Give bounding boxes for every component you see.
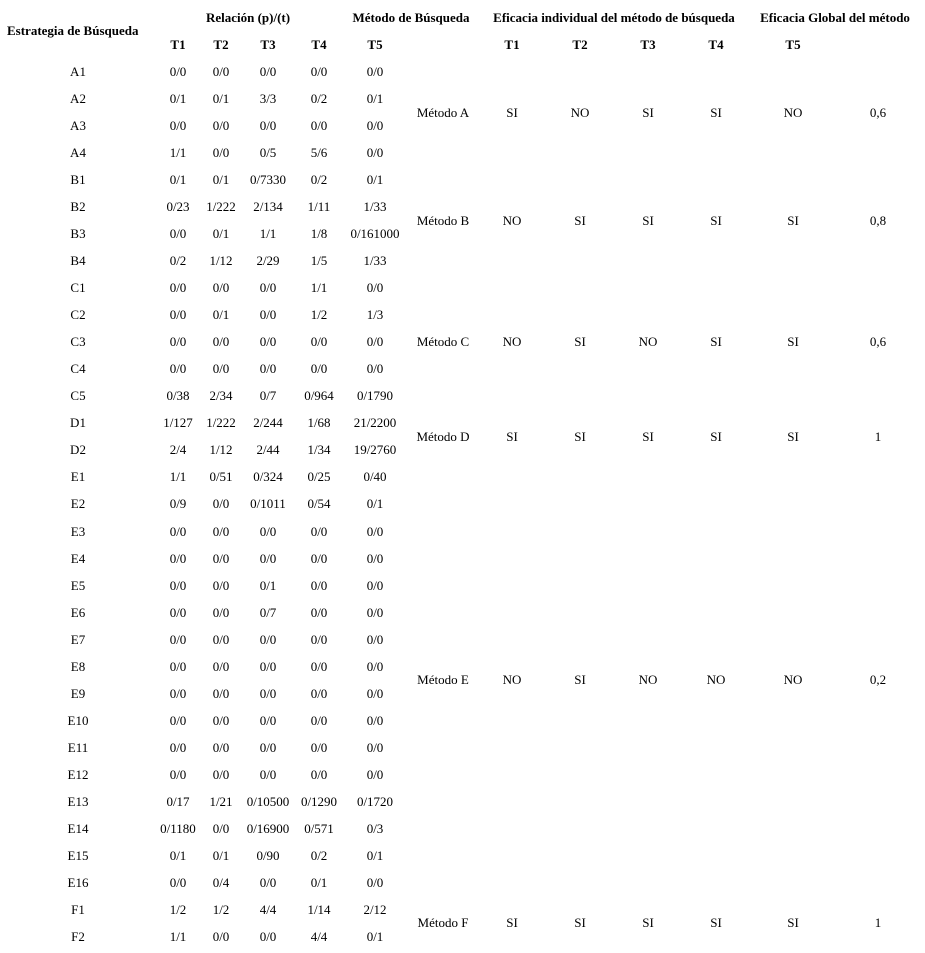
strategy-label: D1 bbox=[70, 415, 86, 431]
method-global-efficacy: 0,8 bbox=[869, 212, 887, 228]
relation-col-header-t3: T3 bbox=[260, 37, 276, 52]
relation-value: 0/0 bbox=[169, 334, 187, 350]
method-efficacy-value: NO bbox=[706, 672, 726, 688]
relation-value: 0/25 bbox=[307, 469, 331, 485]
relation-value: 0/0 bbox=[259, 64, 277, 79]
strategy-label: F1 bbox=[71, 901, 85, 917]
relation-value: 0/0 bbox=[169, 685, 187, 701]
method-efficacy-value: NO bbox=[783, 104, 803, 120]
relation-value: 0/0 bbox=[169, 631, 187, 647]
strategy-label: E1 bbox=[70, 469, 86, 485]
relation-value: 0/0 bbox=[366, 280, 384, 296]
relation-value: 1/2 bbox=[169, 901, 187, 917]
relation-value: 0/0 bbox=[366, 766, 384, 782]
relation-value: 0/0 bbox=[310, 658, 328, 674]
relation-value: 1/1 bbox=[259, 226, 277, 242]
relation-value: 1/2 bbox=[212, 901, 230, 917]
relation-value: 0/0 bbox=[310, 361, 328, 377]
relation-value: 0/0 bbox=[212, 604, 230, 620]
relation-value: 0/90 bbox=[256, 847, 280, 863]
strategy-label: E7 bbox=[70, 631, 86, 647]
relation-value: 0/0 bbox=[169, 280, 187, 296]
method-efficacy-value: SI bbox=[642, 212, 654, 228]
method-efficacy-value: SI bbox=[574, 428, 586, 444]
relation-value: 0/0 bbox=[366, 145, 384, 161]
relation-value: 0/0 bbox=[169, 739, 187, 755]
relation-col-header-t1: T1 bbox=[170, 37, 186, 52]
relation-value: 0/54 bbox=[307, 496, 331, 512]
method-efficacy-value: SI bbox=[574, 212, 586, 228]
relation-value: 0/0 bbox=[310, 712, 328, 728]
relation-value: 2/34 bbox=[209, 388, 233, 404]
relation-value: 0/0 bbox=[169, 874, 187, 890]
strategy-label: E2 bbox=[70, 496, 86, 512]
relation-value: 0/0 bbox=[212, 145, 230, 161]
method-name: Método C bbox=[416, 334, 470, 350]
relation-value: 3/3 bbox=[259, 91, 277, 107]
relation-value: 0/3 bbox=[366, 820, 384, 836]
strategy-label: C1 bbox=[70, 280, 86, 296]
relation-value: 0/0 bbox=[212, 334, 230, 350]
method-name: Método A bbox=[416, 104, 470, 120]
relation-value: 0/1290 bbox=[300, 793, 338, 809]
relation-value: 0/0 bbox=[310, 334, 328, 350]
relation-value: 0/1 bbox=[366, 91, 384, 107]
method-efficacy-value: SI bbox=[642, 428, 654, 444]
relation-value: 0/0 bbox=[259, 523, 277, 539]
relation-value: 0/2 bbox=[310, 91, 328, 107]
strategy-label: E9 bbox=[70, 685, 86, 701]
relation-value: 0/1790 bbox=[356, 388, 394, 404]
method-global-efficacy: 1 bbox=[874, 428, 882, 444]
relation-value: 2/134 bbox=[253, 199, 283, 215]
relation-value: 0/0 bbox=[310, 685, 328, 701]
relation-value: 1/34 bbox=[307, 442, 331, 458]
relation-value: 0/1 bbox=[212, 172, 230, 188]
relation-value: 0/0 bbox=[259, 739, 277, 755]
relation-value: 0/0 bbox=[366, 658, 384, 674]
relation-value: 0/10500 bbox=[246, 793, 290, 809]
strategy-label: E3 bbox=[70, 523, 86, 539]
relation-value: 0/0 bbox=[259, 631, 277, 647]
method-global-efficacy: 0,6 bbox=[869, 104, 887, 120]
relation-value: 0/0 bbox=[366, 739, 384, 755]
relation-value: 0/0 bbox=[212, 631, 230, 647]
efficacy-col-header-t1: T1 bbox=[504, 37, 520, 52]
strategy-label: C5 bbox=[70, 388, 86, 404]
relation-value: 0/0 bbox=[259, 118, 277, 134]
efficacy-col-header-t4: T4 bbox=[708, 37, 724, 52]
method-efficacy-value: SI bbox=[506, 104, 518, 120]
relation-value: 0/0 bbox=[212, 550, 230, 566]
relation-value: 0/0 bbox=[169, 766, 187, 782]
relation-value: 0/16900 bbox=[246, 820, 290, 836]
relation-value: 0/0 bbox=[310, 739, 328, 755]
relation-value: 1/33 bbox=[363, 253, 387, 269]
relation-value: 0/0 bbox=[259, 361, 277, 377]
relation-value: 0/1 bbox=[212, 307, 230, 323]
relation-value: 0/0 bbox=[169, 658, 187, 674]
relation-value: 1/127 bbox=[163, 415, 193, 431]
relation-value: 1/3 bbox=[366, 307, 384, 323]
relation-value: 1/8 bbox=[310, 226, 328, 242]
relation-value: 0/51 bbox=[209, 469, 233, 485]
relation-value: 0/4 bbox=[212, 874, 230, 890]
method-efficacy-value: SI bbox=[506, 915, 518, 931]
relation-value: 0/7 bbox=[259, 604, 277, 620]
strategy-label: A2 bbox=[70, 91, 86, 107]
relation-value: 0/0 bbox=[366, 361, 384, 377]
relation-value: 0/0 bbox=[212, 739, 230, 755]
relation-value: 0/0 bbox=[310, 577, 328, 593]
relation-value: 2/4 bbox=[169, 442, 187, 458]
strategy-label: E11 bbox=[67, 739, 89, 755]
relation-col-header-t4: T4 bbox=[311, 37, 327, 52]
relation-value: 1/11 bbox=[307, 199, 331, 215]
relation-value: 0/0 bbox=[366, 64, 384, 79]
strategy-label: C2 bbox=[70, 307, 86, 323]
relation-value: 0/5 bbox=[259, 145, 277, 161]
method-efficacy-value: SI bbox=[787, 212, 799, 228]
strategy-label: C4 bbox=[70, 361, 86, 377]
relation-value: 1/1 bbox=[310, 280, 328, 296]
method-efficacy-value: SI bbox=[787, 915, 799, 931]
relation-value: 0/0 bbox=[212, 685, 230, 701]
relation-value: 0/2 bbox=[310, 172, 328, 188]
strategy-label: A3 bbox=[70, 118, 86, 134]
relation-value: 1/222 bbox=[206, 199, 236, 215]
relation-value: 0/0 bbox=[366, 550, 384, 566]
method-global-efficacy: 1 bbox=[874, 915, 882, 931]
method-global-efficacy: 0,2 bbox=[869, 672, 887, 688]
relation-value: 0/1 bbox=[366, 928, 384, 944]
relation-value: 0/0 bbox=[310, 631, 328, 647]
relation-value: 0/0 bbox=[366, 523, 384, 539]
method-efficacy-value: SI bbox=[642, 915, 654, 931]
relation-value: 0/9 bbox=[169, 496, 187, 512]
relation-value: 0/0 bbox=[169, 118, 187, 134]
relation-value: 0/964 bbox=[304, 388, 334, 404]
relation-value: 0/7330 bbox=[249, 172, 287, 188]
relation-value: 0/0 bbox=[310, 550, 328, 566]
strategy-label: B1 bbox=[70, 172, 86, 188]
relation-value: 0/0 bbox=[169, 307, 187, 323]
strategy-label: E6 bbox=[70, 604, 86, 620]
relation-value: 0/0 bbox=[212, 64, 230, 79]
relation-value: 0/0 bbox=[169, 64, 187, 79]
relation-value: 0/0 bbox=[259, 874, 277, 890]
method-efficacy-value: NO bbox=[783, 672, 803, 688]
method-efficacy-value: SI bbox=[574, 334, 586, 350]
method-name: Método D bbox=[416, 428, 470, 444]
relation-value: 0/324 bbox=[253, 469, 283, 485]
relation-col-header-t5: T5 bbox=[367, 37, 383, 52]
relation-value: 0/0 bbox=[259, 766, 277, 782]
relation-value: 0/0 bbox=[169, 577, 187, 593]
relation-value: 19/2760 bbox=[353, 442, 397, 458]
relation-value: 2/44 bbox=[256, 442, 280, 458]
relation-value: 0/161000 bbox=[350, 226, 400, 242]
relation-value: 0/0 bbox=[212, 118, 230, 134]
relation-value: 0/1 bbox=[169, 172, 187, 188]
relation-value: 0/1 bbox=[212, 91, 230, 107]
method-name: Método F bbox=[417, 915, 469, 931]
relation-value: 1/1 bbox=[169, 145, 187, 161]
strategy-label: B2 bbox=[70, 199, 86, 215]
relation-value: 0/0 bbox=[212, 658, 230, 674]
relation-value: 1/222 bbox=[206, 415, 236, 431]
method-efficacy-value: NO bbox=[502, 672, 522, 688]
method-efficacy-value: SI bbox=[710, 334, 722, 350]
method-efficacy-value: NO bbox=[502, 212, 522, 228]
relation-value: 0/0 bbox=[310, 604, 328, 620]
relation-value: 0/0 bbox=[366, 685, 384, 701]
relation-value: 1/14 bbox=[307, 901, 331, 917]
relation-value: 0/0 bbox=[366, 118, 384, 134]
relation-value: 0/0 bbox=[169, 226, 187, 242]
strategy-label: B3 bbox=[70, 226, 86, 242]
relation-value: 2/12 bbox=[363, 901, 387, 917]
strategy-label: E5 bbox=[70, 577, 86, 593]
relation-value: 2/244 bbox=[253, 415, 283, 431]
strategy-label: E12 bbox=[67, 766, 89, 782]
relation-value: 0/0 bbox=[212, 280, 230, 296]
relation-value: 1/33 bbox=[363, 199, 387, 215]
method-efficacy-value: SI bbox=[574, 672, 586, 688]
strategy-label: E16 bbox=[67, 874, 89, 890]
relation-value: 0/0 bbox=[366, 874, 384, 890]
relation-value: 0/1 bbox=[212, 226, 230, 242]
relation-value: 0/0 bbox=[212, 577, 230, 593]
method-efficacy-value: SI bbox=[710, 428, 722, 444]
relation-value: 0/0 bbox=[169, 604, 187, 620]
method-efficacy-value: SI bbox=[787, 334, 799, 350]
strategy-label: A4 bbox=[70, 145, 86, 161]
relation-value: 0/0 bbox=[366, 631, 384, 647]
relation-value: 0/0 bbox=[212, 361, 230, 377]
relation-value: 0/0 bbox=[366, 577, 384, 593]
relation-value: 4/4 bbox=[310, 928, 328, 944]
relation-value: 0/0 bbox=[259, 712, 277, 728]
relation-value: 0/0 bbox=[212, 496, 230, 512]
method-efficacy-value: SI bbox=[710, 104, 722, 120]
relation-value: 0/1 bbox=[310, 874, 328, 890]
relation-value: 1/1 bbox=[169, 469, 187, 485]
method-efficacy-value: SI bbox=[506, 428, 518, 444]
relation-value: 0/7 bbox=[259, 388, 277, 404]
relation-value: 0/1 bbox=[169, 91, 187, 107]
relation-value: 0/0 bbox=[259, 280, 277, 296]
method-efficacy-value: SI bbox=[787, 428, 799, 444]
relation-value: 0/0 bbox=[169, 712, 187, 728]
relation-value: 0/0 bbox=[366, 334, 384, 350]
relation-value: 1/21 bbox=[209, 793, 233, 809]
relation-value: 0/0 bbox=[259, 334, 277, 350]
relation-value: 0/571 bbox=[304, 820, 334, 836]
relation-value: 0/2 bbox=[310, 847, 328, 863]
relation-value: 1/2 bbox=[310, 307, 328, 323]
relation-value: 0/0 bbox=[212, 928, 230, 944]
header-individual-efficacy: Eficacia individual del método de búsqueda bbox=[493, 10, 735, 25]
method-efficacy-value: SI bbox=[710, 212, 722, 228]
relation-value: 0/40 bbox=[363, 469, 387, 485]
relation-value: 0/0 bbox=[212, 712, 230, 728]
method-efficacy-value: NO bbox=[638, 334, 658, 350]
relation-value: 0/1180 bbox=[160, 820, 196, 836]
relation-value: 0/0 bbox=[259, 685, 277, 701]
relation-value: 0/0 bbox=[259, 658, 277, 674]
efficacy-col-header-t5: T5 bbox=[785, 37, 801, 52]
relation-value: 0/1 bbox=[366, 496, 384, 512]
relation-value: 0/0 bbox=[169, 361, 187, 377]
header-relation: Relación (p)/(t) bbox=[205, 10, 291, 25]
relation-value: 0/0 bbox=[212, 523, 230, 539]
relation-value: 1/5 bbox=[310, 253, 328, 269]
relation-value: 1/1 bbox=[169, 928, 187, 944]
relation-value: 0/1 bbox=[366, 847, 384, 863]
method-name: Método E bbox=[417, 672, 469, 688]
method-efficacy-value: NO bbox=[502, 334, 522, 350]
relation-value: 0/0 bbox=[169, 523, 187, 539]
method-efficacy-value: SI bbox=[574, 915, 586, 931]
relation-value: 0/1 bbox=[366, 172, 384, 188]
relation-value: 0/0 bbox=[212, 820, 230, 836]
strategy-label: E13 bbox=[67, 793, 89, 809]
relation-value: 1/68 bbox=[307, 415, 331, 431]
relation-value: 0/0 bbox=[310, 766, 328, 782]
header-method: Método de Búsqueda bbox=[352, 10, 470, 25]
method-efficacy-value: NO bbox=[570, 104, 590, 120]
strategy-label: E15 bbox=[67, 847, 89, 863]
relation-value: 1/12 bbox=[209, 253, 233, 269]
relation-value: 4/4 bbox=[259, 901, 277, 917]
relation-value: 0/0 bbox=[259, 550, 277, 566]
relation-value: 0/0 bbox=[212, 766, 230, 782]
relation-value: 0/1 bbox=[259, 577, 277, 593]
efficacy-col-header-t3: T3 bbox=[640, 37, 656, 52]
header-global-efficacy: Eficacia Global del método bbox=[760, 10, 910, 25]
relation-value: 0/0 bbox=[310, 523, 328, 539]
method-name: Método B bbox=[416, 212, 470, 228]
strategy-label: A1 bbox=[70, 64, 86, 79]
relation-col-header-t2: T2 bbox=[213, 37, 229, 52]
method-efficacy-value: SI bbox=[642, 104, 654, 120]
header-strategy: Estrategia de Búsqueda bbox=[7, 23, 139, 38]
strategy-label: E10 bbox=[67, 712, 89, 728]
strategy-label: E14 bbox=[67, 820, 89, 836]
strategy-label: E8 bbox=[70, 658, 86, 674]
method-efficacy-value: NO bbox=[638, 672, 658, 688]
relation-value: 0/0 bbox=[169, 550, 187, 566]
relation-value: 5/6 bbox=[310, 145, 328, 161]
relation-value: 0/1011 bbox=[250, 496, 286, 512]
relation-value: 0/1 bbox=[212, 847, 230, 863]
relation-value: 0/1720 bbox=[356, 793, 394, 809]
strategy-label: C3 bbox=[70, 334, 86, 350]
relation-value: 0/38 bbox=[166, 388, 190, 404]
relation-value: 0/0 bbox=[310, 64, 328, 79]
strategy-label: B4 bbox=[70, 253, 86, 269]
efficacy-col-header-t2: T2 bbox=[572, 37, 588, 52]
method-global-efficacy: 0,6 bbox=[869, 334, 887, 350]
relation-value: 0/23 bbox=[166, 199, 190, 215]
relation-value: 0/0 bbox=[310, 118, 328, 134]
relation-value: 0/2 bbox=[169, 253, 187, 269]
relation-value: 0/17 bbox=[166, 793, 190, 809]
relation-value: 21/2200 bbox=[353, 415, 397, 431]
relation-value: 1/12 bbox=[209, 442, 233, 458]
strategy-label: F2 bbox=[71, 928, 85, 944]
strategy-label: E4 bbox=[70, 550, 86, 566]
relation-value: 0/0 bbox=[366, 604, 384, 620]
relation-value: 0/0 bbox=[259, 307, 277, 323]
relation-value: 2/29 bbox=[256, 253, 280, 269]
method-efficacy-value: SI bbox=[710, 915, 722, 931]
strategy-label: D2 bbox=[70, 442, 86, 458]
relation-value: 0/0 bbox=[366, 712, 384, 728]
relation-value: 0/1 bbox=[169, 847, 187, 863]
relation-value: 0/0 bbox=[259, 928, 277, 944]
